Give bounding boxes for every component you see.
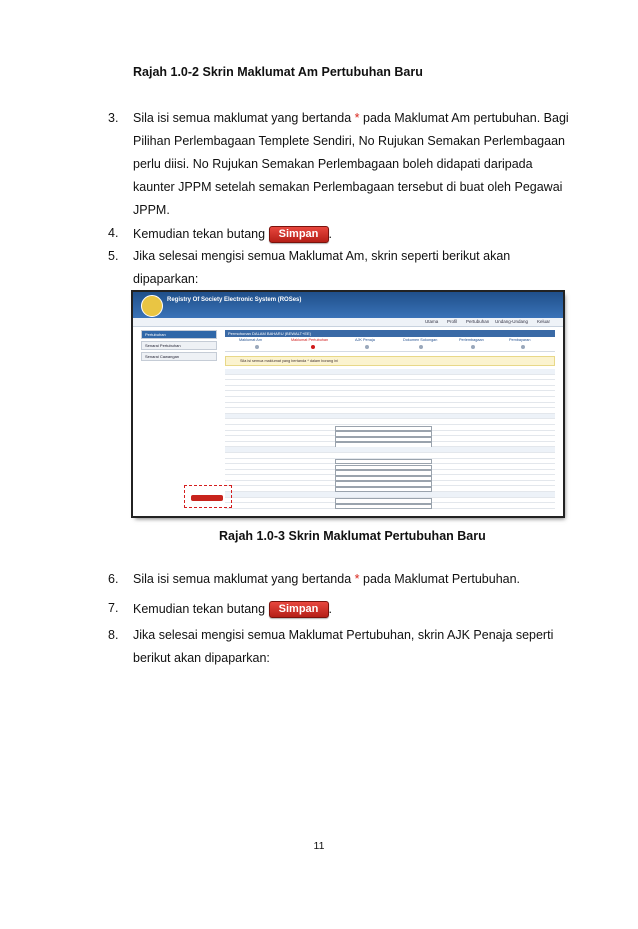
app-header [133,292,563,318]
item-7-line: Kemudian tekan butang Simpan . [133,601,332,618]
menu-keluar[interactable]: Keluar [537,319,551,324]
step-maklumat-am[interactable]: Maklumat Am [239,338,262,342]
logo-icon [141,295,163,317]
item-8-number: 8. [108,628,119,642]
page-number: 11 [313,840,325,852]
sidebar [141,330,217,363]
step-dot [255,345,259,349]
item-7-number: 7. [108,601,119,615]
figure-caption-1-0-2: Rajah 1.0-2 Skrin Maklumat Am Pertubuhan Baru [133,65,423,79]
item-3-line-3: perlu diisi. No Rujukan Semakan Perlembagaan boleh didapati daripada [133,157,533,171]
step-pembayaran[interactable]: Pembayaran [509,338,531,342]
item-5-line-1: Jika selesai mengisi semua Maklumat Am, skrin seperti berikut akan [133,249,511,263]
notice-bar: Sila isi semua maklumat yang bertanda * dalam borang ini [225,356,555,366]
menu-pertubuhan[interactable]: Pertubuhan [466,319,490,324]
menu-profil[interactable]: Profil [447,319,458,324]
item-4-number: 4. [108,226,119,240]
step-dot-active [311,345,315,349]
breadcrumb: Permohonan DALAM BAHARU (BEWALT+EE) [225,330,555,337]
menu-utama[interactable]: Utama [425,319,439,324]
item-3-line-2: Pilihan Perlembagaan Templete Sendiri, No Rujukan Semakan Perlembagaan [133,134,565,148]
app-title: Registry Of Society Electronic System (ROSes) [167,297,302,303]
item-3-line-5: JPPM. [133,203,170,217]
item-6-number: 6. [108,572,119,586]
user-info [483,298,553,303]
item-3-line-1: Sila isi semua maklumat yang bertanda * pada Maklumat Am pertubuhan. Bagi [133,111,569,125]
item-5-line-2: dipaparkan: [133,272,199,286]
step-dot [419,345,423,349]
step-perlembagaan[interactable]: Perlembagaan [459,338,484,342]
step-ajk-penaja[interactable]: AJK Penaja [355,338,375,342]
main-panel [225,330,555,510]
form-row [225,503,555,509]
step-dot [521,345,525,349]
item-6-line: Sila isi semua maklumat yang bertanda * pada Maklumat Pertubuhan. [133,572,521,586]
simpan-button[interactable] [191,495,223,501]
step-dot [365,345,369,349]
item-8-line-1: Jika selesai mengisi semua Maklumat Pertubuhan, skrin AJK Penaja seperti [133,628,554,642]
sidebar-item-senarai-pertubuhan[interactable]: Senarai Pertubuhan [141,341,217,350]
menu-undang-undang[interactable]: Undang-Undang [495,319,529,324]
figure-caption-1-0-3: Rajah 1.0-3 Skrin Maklumat Pertubuhan Baru [219,529,486,543]
item-3-line-4: kaunter JPPM setelah semakan Perlembagaan tersebut di buat oleh Pegawai [133,180,563,194]
wizard-steps [225,337,555,352]
screenshot-figure [133,292,563,516]
item-4-line: Kemudian tekan butang Simpan . [133,226,332,243]
item-5-number: 5. [108,249,119,263]
menu-bar [133,318,563,327]
required-star: * [354,111,360,125]
simpan-button-image: Simpan [269,601,329,618]
step-dot [471,345,475,349]
form-area [225,369,555,509]
simpan-button-image: Simpan [269,226,329,243]
item-8-line-2: berikut akan dipaparkan: [133,651,270,665]
step-dokumen[interactable]: Dokumen Sokongan [403,338,438,342]
sidebar-item-senarai-cawangan[interactable]: Senarai Cawangan [141,352,217,361]
step-maklumat-pertubuhan[interactable]: Maklumat Pertubuhan [291,338,329,342]
item-3-number: 3. [108,111,119,125]
sidebar-item-pertubuhan[interactable]: Pertubuhan [141,330,217,339]
required-star: * [354,572,360,586]
form-input[interactable] [335,504,432,509]
